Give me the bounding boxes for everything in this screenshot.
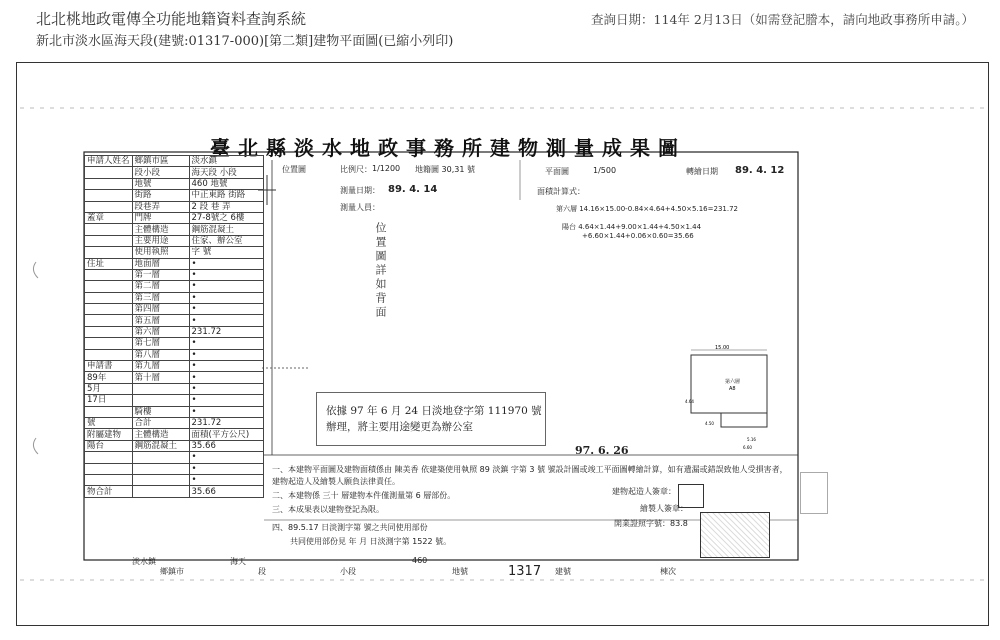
footer-bldg-label: 建號	[555, 567, 571, 576]
table-cell: 申請人姓名	[85, 156, 133, 167]
surveyor-label: 測量人員：	[340, 203, 380, 212]
table-cell: 89年	[85, 372, 133, 383]
table-cell: 35.66	[189, 486, 263, 497]
table-cell: 地面層	[132, 258, 189, 269]
table-cell: 主要用途	[132, 235, 189, 246]
calc-line-1: 第六層 14.16×15.00-0.84×4.64+4.50×5.16=231.72	[556, 205, 738, 213]
calc-line-2b: +6.60×1.44+0.06×0.60=35.66	[582, 232, 694, 240]
remark-1: 一、本建物平面圖及建物面積係由 陳美香 依建築使用執照 89 淡鎮 字第 3 號 號設計圖或竣工平面圖轉繪計算，如有遺漏或錯誤致他人受損害者，建物起造人及繪製人願負法律責任。	[272, 465, 788, 486]
remark-3: 三、本成果表以建物登記為限。	[272, 505, 384, 514]
table-row	[85, 247, 264, 258]
table-cell: 鋼筋混凝土	[189, 224, 263, 235]
dim-top: 15.00	[715, 345, 730, 351]
table-cell: •	[189, 258, 263, 269]
table-cell: •	[189, 292, 263, 303]
table-cell: 附屬建物	[85, 429, 133, 440]
table-cell	[85, 247, 133, 258]
builder-seal	[678, 484, 704, 508]
table-row	[85, 406, 264, 417]
table-cell: 中正東路 街路	[189, 190, 263, 201]
table-cell: 面積(平方公尺)	[189, 429, 263, 440]
table-cell: 2 段 巷 弄	[189, 201, 263, 212]
table-cell: 住家、辦公室	[189, 235, 263, 246]
table-cell	[132, 486, 189, 497]
table-cell	[85, 235, 133, 246]
table-cell	[85, 167, 133, 178]
table-row	[85, 212, 264, 223]
table-cell: •	[189, 452, 263, 463]
table-cell: 231.72	[189, 417, 263, 428]
table-cell: 第四層	[132, 304, 189, 315]
table-row	[85, 235, 264, 246]
table-cell: 街路	[132, 190, 189, 201]
scale-label: 比例尺：	[340, 165, 372, 174]
floor-plan	[685, 345, 777, 455]
table-row	[85, 156, 264, 167]
table-row	[85, 349, 264, 360]
table-cell: •	[189, 338, 263, 349]
table-cell: 主體構造	[132, 224, 189, 235]
footer-sheet-label: 棟次	[660, 567, 676, 576]
table-row	[85, 258, 264, 269]
table-row	[85, 383, 264, 394]
table-cell: 段巷弄	[132, 201, 189, 212]
page-subtitle: 新北市淡水區海天段(建號:01317-000)[第二類]建物平面圖(已縮小列印)	[36, 34, 454, 49]
table-cell	[85, 474, 133, 485]
table-cell	[132, 395, 189, 406]
footer-town: 淡水鎮	[132, 557, 156, 566]
builder-sign-label: 建物起造人簽章：	[612, 487, 676, 496]
floor-area: A8	[729, 386, 736, 392]
table-cell: •	[189, 372, 263, 383]
revision-date: 97. 6. 26	[575, 444, 629, 457]
table-cell	[132, 463, 189, 474]
table-row	[85, 463, 264, 474]
query-date: 查詢日期：114年 2月13日（如需登記謄本，請向地政事務所申請。）	[591, 12, 974, 27]
table-cell: 陽台	[85, 440, 133, 451]
table-cell: 第八層	[132, 349, 189, 360]
table-row	[85, 304, 264, 315]
footer-section: 海天	[230, 557, 246, 566]
table-row	[85, 224, 264, 235]
table-cell: 地號	[132, 178, 189, 189]
table-cell: 物合計	[85, 486, 133, 497]
table-cell: 鋼筋混凝土	[132, 440, 189, 451]
table-cell	[85, 281, 133, 292]
revision-note: 依據 97 年 6 月 24 日淡地登字第 111970 號辦理，將主要用途變更為辦公室	[326, 405, 542, 433]
table-cell	[132, 452, 189, 463]
table-cell: 段小段	[132, 167, 189, 178]
remark-4: 四、89.5.17 日淡測字第 號之共同使用部份	[272, 523, 428, 532]
page-title: 北北桃地政電傳全功能地籍資料查詢系統	[36, 10, 307, 28]
table-cell: •	[189, 315, 263, 326]
table-cell: •	[189, 395, 263, 406]
table-cell	[85, 349, 133, 360]
table-cell: 蓋章	[85, 212, 133, 223]
table-cell: 231.72	[189, 326, 263, 337]
table-cell: 海天段 小段	[189, 167, 263, 178]
table-cell: •	[189, 304, 263, 315]
table-row	[85, 201, 264, 212]
dim-a: 4.50	[705, 421, 714, 426]
dim-side: 4.64	[685, 399, 694, 404]
table-cell	[85, 315, 133, 326]
table-cell	[85, 452, 133, 463]
table-cell: 申請書	[85, 361, 133, 372]
plan-label: 平面圖	[545, 167, 569, 176]
transfer-date: 89. 4. 12	[735, 165, 785, 176]
table-row	[85, 269, 264, 280]
table-row	[85, 417, 264, 428]
table-cell	[85, 338, 133, 349]
scale-location: 1/1200	[372, 164, 401, 173]
table-cell: 主體構造	[132, 429, 189, 440]
table-cell: 門牌	[132, 212, 189, 223]
table-cell: 第五層	[132, 315, 189, 326]
table-cell: •	[189, 281, 263, 292]
table-cell: •	[189, 349, 263, 360]
table-cell	[85, 269, 133, 280]
table-cell	[85, 326, 133, 337]
table-row	[85, 315, 264, 326]
table-cell: 第三層	[132, 292, 189, 303]
table-cell: 使用執照	[132, 247, 189, 258]
table-row	[85, 167, 264, 178]
table-cell: 騎樓	[132, 406, 189, 417]
table-cell: •	[189, 406, 263, 417]
footer-section-label: 段	[258, 567, 266, 576]
table-row	[85, 292, 264, 303]
table-cell: 5月	[85, 383, 133, 394]
table-cell	[85, 406, 133, 417]
building-info-table	[84, 155, 264, 498]
remark-5: 共同使用部份見 年 月 日淡測字第 1522 號。	[290, 537, 452, 546]
table-row	[85, 281, 264, 292]
table-cell	[85, 463, 133, 474]
table-cell: 第二層	[132, 281, 189, 292]
table-cell: •	[189, 269, 263, 280]
table-row	[85, 452, 264, 463]
location-note: 位置圖詳如背面	[374, 222, 387, 320]
table-cell	[85, 292, 133, 303]
transfer-date-label: 轉繪日期	[686, 167, 718, 176]
table-cell	[85, 190, 133, 201]
table-cell: 27-8號之 6樓	[189, 212, 263, 223]
corner-seal	[800, 472, 828, 514]
floor-label: 第六層	[725, 379, 741, 385]
footer-land-label: 地號	[452, 567, 468, 576]
table-cell: 住址	[85, 258, 133, 269]
table-row	[85, 361, 264, 372]
table-cell: 第十層	[132, 372, 189, 383]
document-title: 臺北縣淡水地政事務所建物測量成果圖	[210, 136, 686, 160]
table-cell: 第一層	[132, 269, 189, 280]
table-cell: 字 號	[189, 247, 263, 258]
footer-bldg-no: 1317	[508, 564, 542, 579]
survey-date-label: 測量日期：	[340, 186, 380, 195]
dim-c: 6.60	[743, 445, 752, 450]
table-cell: 合計	[132, 417, 189, 428]
official-seal	[700, 512, 770, 558]
table-cell: •	[189, 361, 263, 372]
table-cell: •	[189, 474, 263, 485]
table-cell: 鄉鎮市區	[132, 156, 189, 167]
remark-2: 二、本建物係 三十 層建物本件僅測量第 6 層部份。	[272, 491, 456, 500]
table-cell: 第九層	[132, 361, 189, 372]
table-cell	[85, 304, 133, 315]
footer-subsection-label: 小段	[340, 567, 356, 576]
table-cell	[85, 224, 133, 235]
table-cell: 460 地號	[189, 178, 263, 189]
table-row	[85, 440, 264, 451]
table-cell: 第六層	[132, 326, 189, 337]
dim-b: 5.16	[747, 437, 756, 442]
table-cell	[85, 201, 133, 212]
table-row	[85, 474, 264, 485]
table-cell: •	[189, 463, 263, 474]
table-cell	[85, 178, 133, 189]
table-cell	[132, 383, 189, 394]
survey-date: 89. 4. 14	[388, 184, 438, 195]
table-cell: 35.66	[189, 440, 263, 451]
table-row	[85, 338, 264, 349]
license-label: 開業證照字號：83.8	[614, 519, 688, 528]
scale-plan: 1/500	[593, 166, 617, 175]
table-row	[85, 395, 264, 406]
location-map-label: 位置圖	[282, 165, 306, 174]
table-cell: 號	[85, 417, 133, 428]
table-row	[85, 372, 264, 383]
table-cell: •	[189, 383, 263, 394]
table-cell: 淡水鎮	[189, 156, 263, 167]
table-row	[85, 326, 264, 337]
footer-land-no: 460	[412, 556, 428, 565]
table-row	[85, 429, 264, 440]
calc-line-2a: 陽台 4.64×1.44+9.00×1.44+4.50×1.44	[562, 223, 702, 231]
map-sheet: 地籍圖 30,31 號	[415, 165, 475, 174]
table-row	[85, 178, 264, 189]
table-cell: 第七層	[132, 338, 189, 349]
footer-town-label: 鄉鎮市	[160, 567, 184, 576]
table-row	[85, 190, 264, 201]
table-cell	[132, 474, 189, 485]
area-calc-label: 面積計算式：	[537, 187, 585, 196]
table-cell: 17日	[85, 395, 133, 406]
table-row	[85, 486, 264, 497]
drafter-sign-label: 繪製人簽章：	[640, 504, 688, 513]
